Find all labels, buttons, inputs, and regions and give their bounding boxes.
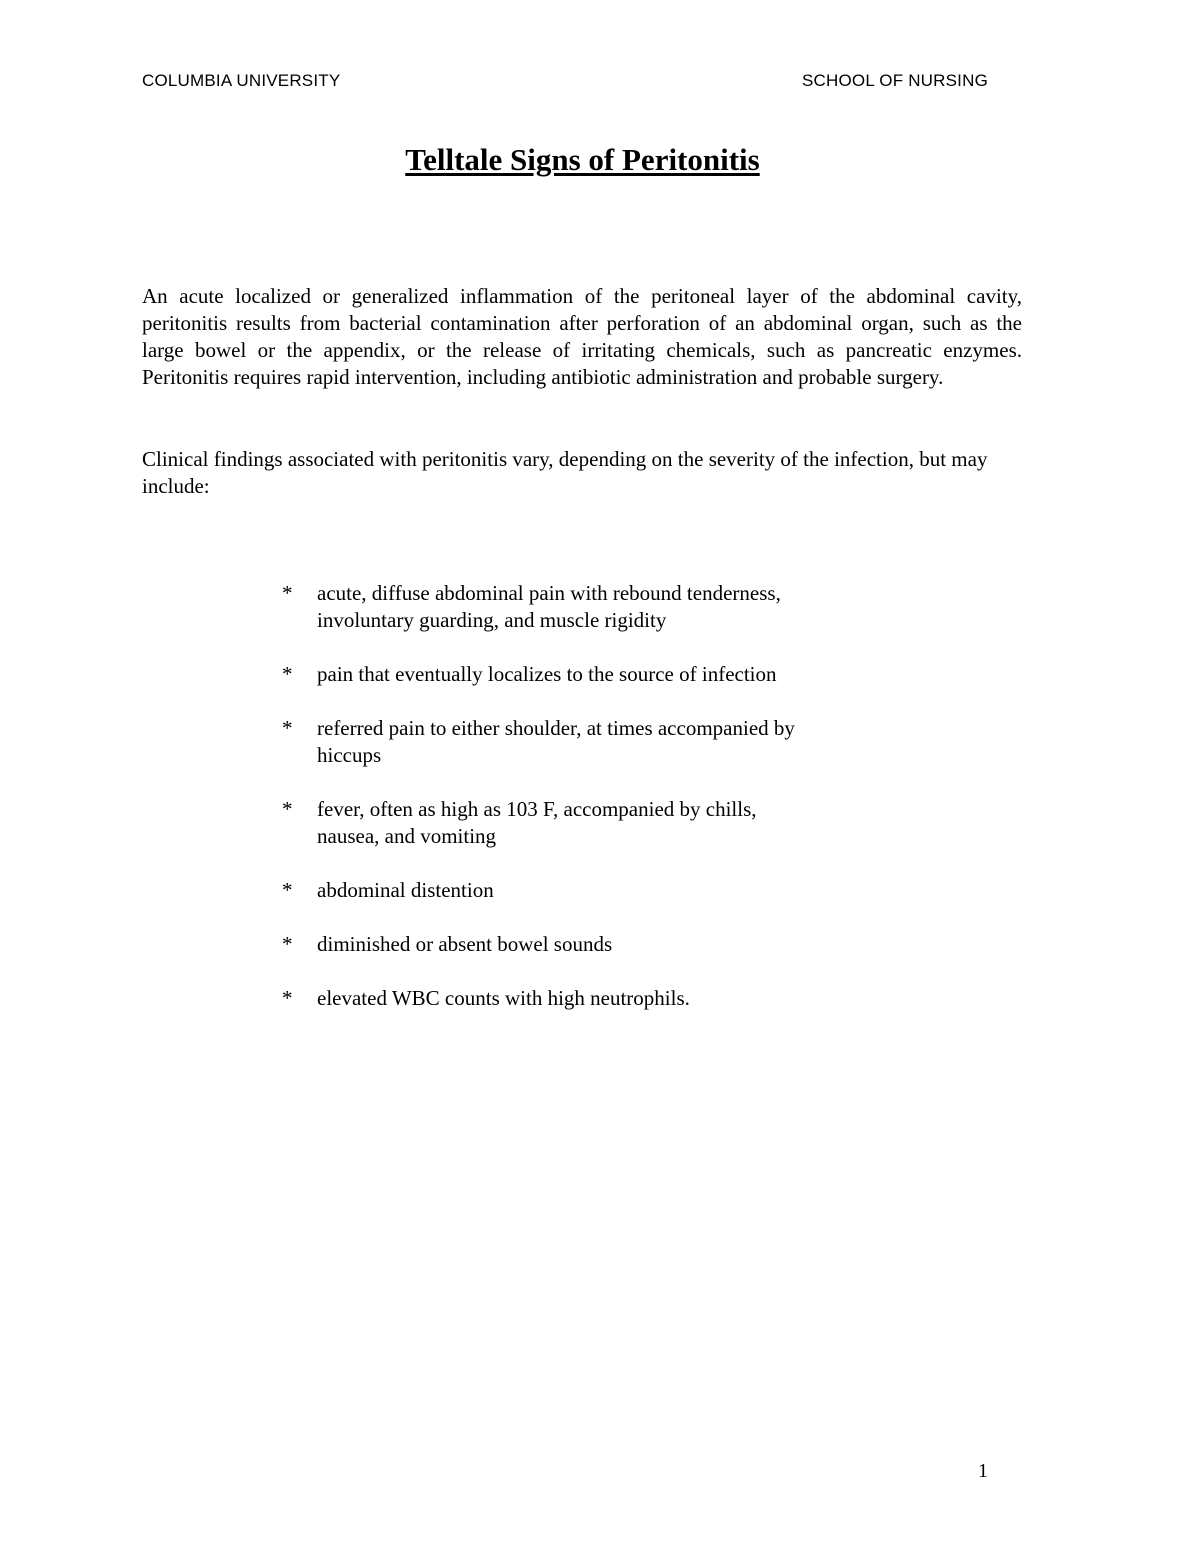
list-item-line: abdominal distention [317,878,494,902]
asterisk-bullet-icon: * [282,581,293,605]
header-university: COLUMBIA UNIVERSITY [142,71,341,90]
list-item-line: pain that eventually localizes to the source of infection [317,662,777,686]
list-item-line: involuntary guarding, and muscle rigidity [317,608,667,632]
list-item [282,877,922,904]
asterisk-bullet-icon: * [282,662,293,686]
list-item-line: elevated WBC counts with high neutrophils. [317,986,690,1010]
asterisk-bullet-icon: * [282,932,293,956]
asterisk-bullet-icon: * [282,797,293,821]
clinical-findings-list [282,580,922,1039]
list-item [282,580,922,634]
list-item [282,796,922,850]
findings-paragraph: Clinical findings associated with peritonitis vary, depending on the severity of the infection, but may include: [142,447,988,498]
list-item-line: referred pain to either shoulder, at times accompanied by [317,716,795,740]
list-item-line: diminished or absent bowel sounds [317,932,613,956]
list-item-line: hiccups [317,743,382,767]
asterisk-bullet-icon: * [282,986,293,1010]
list-item-line: nausea, and vomiting [317,824,497,848]
document-title: Telltale Signs of Peritonitis [405,142,760,177]
asterisk-bullet-icon: * [282,716,293,740]
list-item [282,715,922,769]
header-school: SCHOOL OF NURSING [801,71,988,90]
page-number: 1 [978,1460,988,1482]
list-item-line: fever, often as high as 103 F, accompanied by chills, [317,797,757,821]
list-item [282,661,922,688]
asterisk-bullet-icon: * [282,878,293,902]
intro-paragraph: An acute localized or generalized inflammation of the peritoneal layer of the abdominal cavity, peritonitis results from bacterial contamination after perforation of an abdominal organ, such as the large bowel or the appendix, or the release of irritating chemicals, such as pancreatic enzymes. Peritonitis requires rapid intervention, including antibiotic administration and probable surgery. [142,284,1022,389]
list-item [282,985,922,1012]
list-item-line: acute, diffuse abdominal pain with rebound tenderness, [317,581,781,605]
list-item [282,931,922,958]
